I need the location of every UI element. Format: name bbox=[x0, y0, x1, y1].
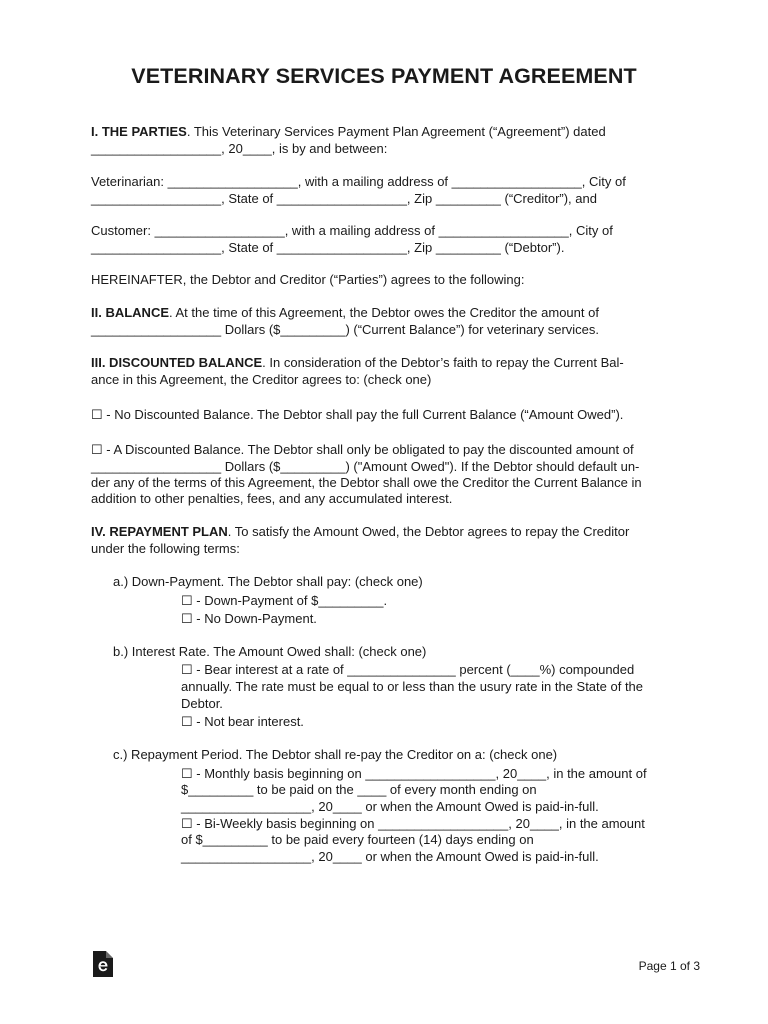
parties-text: . This Veterinary Services Payment Plan Agreement (“Agreement”) dated bbox=[186, 124, 606, 139]
repayment-heading: IV. REPAYMENT PLAN bbox=[91, 524, 228, 539]
bi-weekly-basis-line-3: __________________, 20____ or when the Amount Owed is paid-in-full. bbox=[181, 849, 599, 864]
parties-heading: I. THE PARTIES bbox=[91, 124, 187, 139]
veterinarian-line-2: __________________, State of __________________, Zip _________ (“Creditor”), and bbox=[91, 191, 597, 206]
parties-paragraph-line bbox=[91, 123, 681, 140]
balance-paragraph-line bbox=[91, 304, 681, 321]
bear-interest-line-3: Debtor. bbox=[181, 696, 223, 711]
down-payment-label: a.) Down-Payment. The Debtor shall pay: (check one) bbox=[113, 574, 423, 589]
no-discount-option[interactable]: ☐ - No Discounted Balance. The Debtor shall pay the full Current Balance (“Amount Owed”). bbox=[91, 407, 624, 422]
veterinarian-line-1: Veterinarian: __________________, with a mailing address of __________________, City of bbox=[91, 174, 626, 189]
bear-interest-option[interactable]: ☐ - Bear interest at a rate of _______________ percent (____%) compounded bbox=[181, 662, 635, 677]
no-down-payment-option[interactable]: ☐ - No Down-Payment. bbox=[181, 611, 317, 626]
bear-interest-line-2: annually. The rate must be equal to or less than the usury rate in the State of the bbox=[181, 679, 644, 694]
eforms-logo-icon bbox=[93, 951, 113, 977]
discount-option-line-1[interactable]: ☐ - A Discounted Balance. The Debtor shall only be obligated to pay the discounted amount of bbox=[91, 442, 634, 457]
parties-date-line: __________________, 20____, is by and between: bbox=[91, 141, 388, 156]
discount-option-line-3: der any of the terms of this Agreement, the Debtor shall owe the Creditor the Current Balance in bbox=[91, 475, 642, 490]
discounted-heading: III. DISCOUNTED BALANCE bbox=[91, 355, 263, 370]
customer-line-1: Customer: __________________, with a mailing address of __________________, City of bbox=[91, 223, 613, 238]
balance-amount-line: __________________ Dollars ($_________) (“Current Balance”) for veterinary services. bbox=[91, 322, 600, 337]
discounted-line-2: ance in this Agreement, the Creditor agrees to: (check one) bbox=[91, 372, 432, 387]
discount-option-line-4: addition to other penalties, fees, and any accumulated interest. bbox=[91, 491, 453, 506]
hereinafter-line: HEREINAFTER, the Debtor and Creditor (“Parties”) agrees to the following: bbox=[91, 272, 525, 287]
customer-line-2: __________________, State of __________________, Zip _________ (“Debtor”). bbox=[91, 240, 565, 255]
balance-heading: II. BALANCE bbox=[91, 305, 169, 320]
repayment-line-2: under the following terms: bbox=[91, 541, 240, 556]
discounted-text: . In consideration of the Debtor’s faith to repay the Current Bal- bbox=[262, 355, 624, 370]
bi-weekly-basis-option[interactable]: ☐ - Bi-Weekly basis beginning on __________________, 20____, in the amount bbox=[181, 816, 645, 831]
bi-weekly-basis-line-2: of $_________ to be paid every fourteen (14) days ending on bbox=[181, 832, 534, 847]
down-payment-option[interactable]: ☐ - Down-Payment of $_________. bbox=[181, 593, 388, 608]
monthly-basis-line-2: $_________ to be paid on the ____ of every month ending on bbox=[181, 782, 537, 797]
page-number: Page 1 of 3 bbox=[638, 959, 700, 973]
interest-rate-label: b.) Interest Rate. The Amount Owed shall: (check one) bbox=[113, 644, 427, 659]
discounted-paragraph-line bbox=[91, 354, 681, 371]
discount-option-line-2: __________________ Dollars ($_________) ("Amount Owed"). If the Debtor should default un- bbox=[91, 459, 640, 474]
balance-text: . At the time of this Agreement, the Debtor owes the Creditor the amount of bbox=[169, 305, 599, 320]
document-title: VETERINARY SERVICES PAYMENT AGREEMENT bbox=[131, 64, 637, 88]
repayment-text: . To satisfy the Amount Owed, the Debtor agrees to repay the Creditor bbox=[227, 524, 630, 539]
repayment-period-label: c.) Repayment Period. The Debtor shall re-pay the Creditor on a: (check one) bbox=[113, 747, 558, 762]
repayment-paragraph-line bbox=[91, 523, 681, 540]
monthly-basis-option[interactable]: ☐ - Monthly basis beginning on __________________, 20____, in the amount of bbox=[181, 766, 647, 781]
monthly-basis-line-3: __________________, 20____ or when the Amount Owed is paid-in-full. bbox=[181, 799, 599, 814]
no-interest-option[interactable]: ☐ - Not bear interest. bbox=[181, 714, 304, 729]
